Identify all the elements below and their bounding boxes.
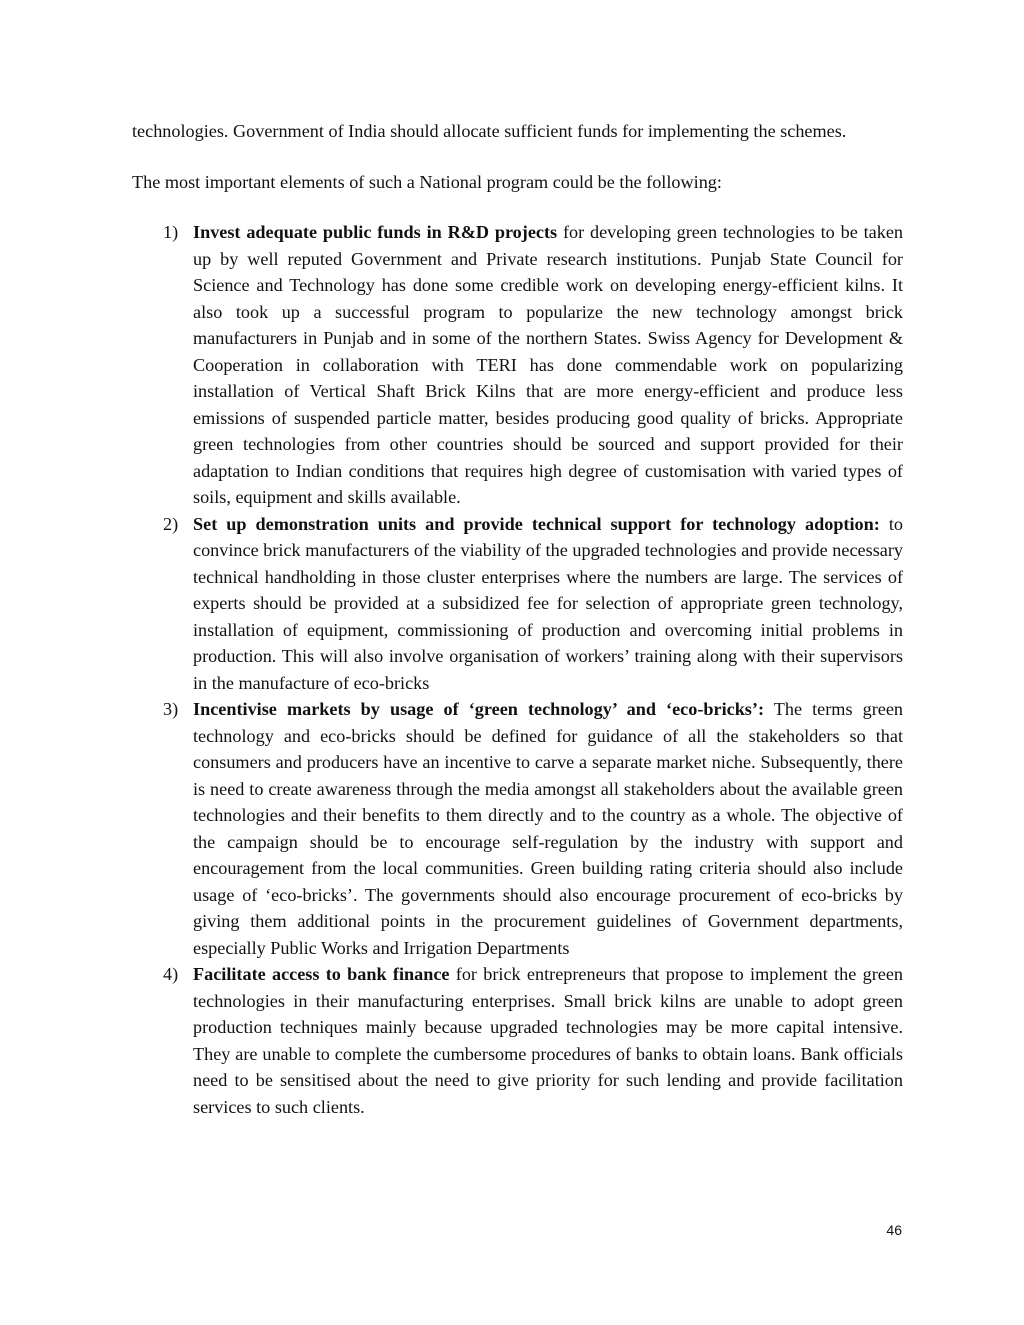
list-number: 3) xyxy=(163,699,179,719)
page-body xyxy=(132,118,903,1120)
list-number: 2) xyxy=(163,513,179,534)
list-item-rd-funds xyxy=(132,219,903,511)
program-elements-list xyxy=(132,219,903,1120)
list-item-demonstration-units xyxy=(132,511,903,697)
page-number: 46 xyxy=(886,1222,902,1238)
list-item-heading: Invest adequate public funds in R&D projects xyxy=(193,222,558,242)
intro-paragraph: The most important elements of such a National program could be the following: xyxy=(132,171,722,192)
list-item-text: for developing green technologies to be taken up by well reputed Government and Private research institutions. Punjab State Council for Science and Technology has done some credible work on developing energy-efficient kilns. It also took up a successful program to popularize the new technology amongst brick manufacturers in Punjab and in some of the northern States. Swiss Agency for Development & Cooperation in collaboration with TERI has done commendable work on popularizing installation of Vertical Shaft Brick Kilns that are more energy-efficient and produce less emissions of suspended particle matter, besides producing good quality of bricks. Appropriate green technologies from other countries should be sourced and support provided for their adaptation to Indian conditions that requires high degree of customisation with varied types of soils, equipment and skills available. xyxy=(193,222,903,507)
list-number: 4) xyxy=(163,964,179,984)
intro-paragraph-continued: technologies. Government of India should allocate sufficient funds for implementing the schemes. xyxy=(132,121,847,141)
list-item-heading: Facilitate access to bank finance xyxy=(193,964,450,984)
list-item-incentivise-markets xyxy=(132,696,903,961)
list-item-text: The terms green technology and eco-bricks should be defined for guidance of all the stakeholders so that consumers and producers have an incentive to carve a separate market niche. Subsequently, there is need to create awareness through the media amongst all stakeholders about the available green technologies and their benefits to them directly and to the country as a whole. The objective of the campaign should be to encourage self-regulation by the industry with support and encouragement from the local communities. Green building rating criteria should also include usage of ‘eco-bricks’. The governments should also encourage procurement of eco-bricks by giving them additional points in the procurement guidelines of Government departments, especially Public Works and Irrigation Departments xyxy=(193,699,903,958)
list-item-heading: Incentivise markets by usage of ‘green technology’ and ‘eco-bricks’: xyxy=(193,699,764,719)
list-item-text: for brick entrepreneurs that propose to implement the green technologies in their manufacturing enterprises. Small brick kilns are unable to adopt green production techniques mainly because upgraded technologies may be more capital intensive. They are unable to complete the cumbersome procedures of banks to obtain loans. Bank officials need to be sensitised about the need to give priority for such lending and provide facilitation services to such clients. xyxy=(193,964,904,1117)
list-number: 1) xyxy=(163,222,179,242)
list-item-text: to convince brick manufacturers of the viability of the upgraded technologies and provide necessary technical handholding in those cluster enterprises where the numbers are large. The services of experts should be provided at a subsidized fee for selection of appropriate green technology, installation of equipment, commissioning of production and overcoming initial problems in production. This will also involve organisation of workers’ training along with their supervisors in the manufacture of eco-bricks xyxy=(193,513,903,693)
list-item-heading: Set up demonstration units and provide technical support for technology adoption: xyxy=(193,513,880,534)
list-item-bank-finance xyxy=(132,961,903,1120)
